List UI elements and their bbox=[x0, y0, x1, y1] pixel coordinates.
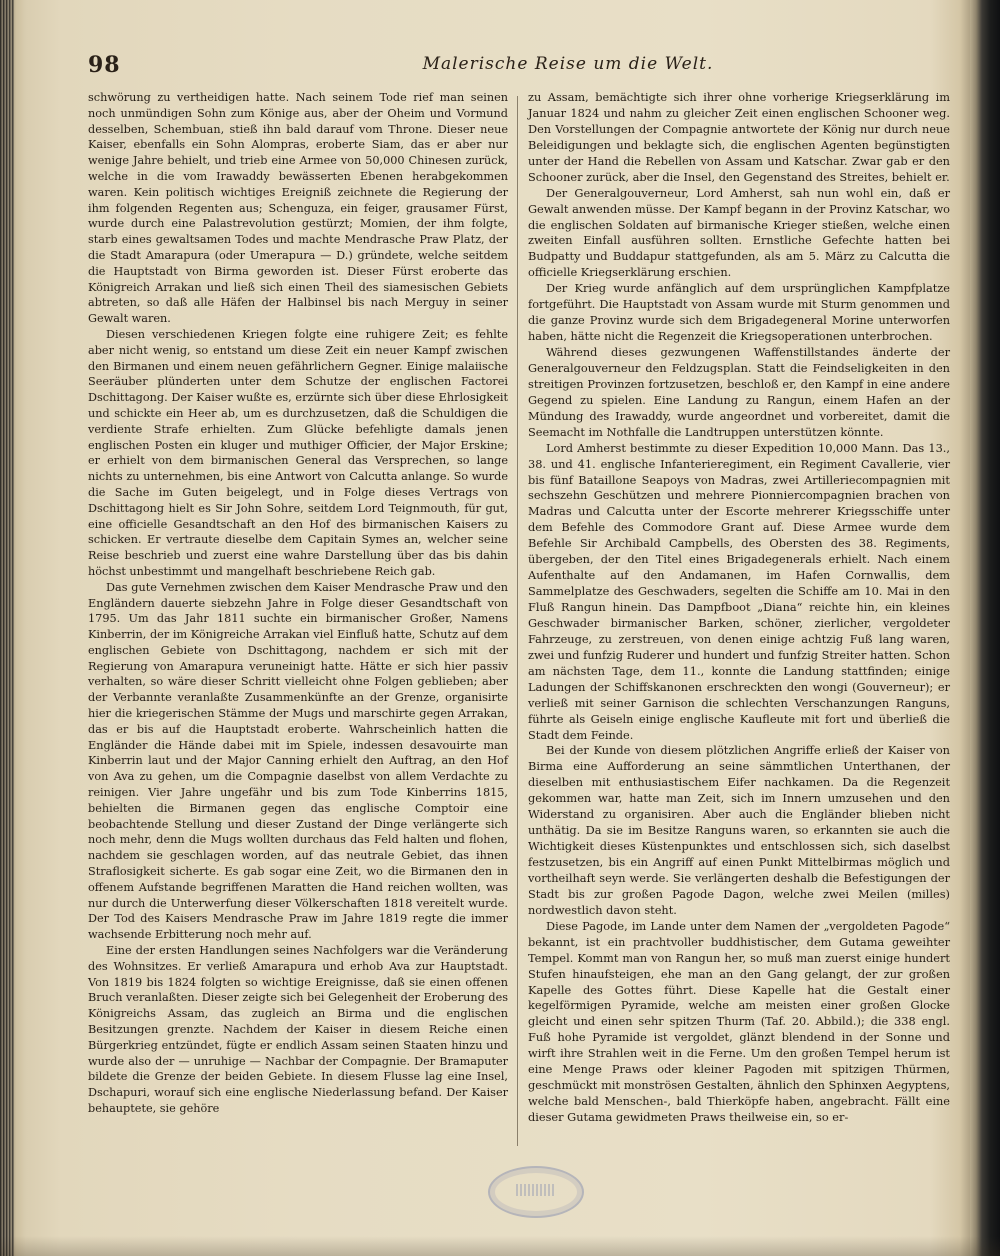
paragraph: schwörung zu vertheidigen hatte. Nach seinem Tode rief man seinen noch unmündigen Sohn zum Könige aus, aber der Oheim und Vormund desselben, Schembuan, stieß ihn bald darauf vom Throne. Dieser neue Kaiser, ebenfalls ein Sohn Alompras, eroberte Siam, das er aber nur wenige Jahre behielt, und trieb eine Armee von 50,000 Chinesen zurück, welche in die vom Irawaddy bewässerten Ebenen herabgekommen waren. Kein politisch wichtiges Ereigniß zeichnete die Regierung der ihm folgenden Regenten aus; Schenguza, ein feiger, grausamer Fürst, wurde durch eine Palastrevolution gestürzt; Momien, der ihm folgte, starb eines gewaltsamen Todes und machte Mendrasche Praw Platz, der die Stadt Amarapura (oder Umerapura — D.) gründete, welche seitdem die Hauptstadt von Birma geworden ist. Dieser Fürst eroberte das Königreich Arrakan und ließ sich einen Theil des siamesischen Gebiets abtreten, so daß alle Häfen der Halbinsel bis nach Merguy in seiner Gewalt waren. bbox=[88, 91, 508, 326]
book-spine-edge bbox=[0, 0, 14, 1256]
text-column-left bbox=[88, 90, 508, 1117]
paragraph: Diese Pagode, im Lande unter dem Namen der „vergoldeten Pagode“ bekannt, ist ein prachtvoller buddhistischer, dem Gutama geweihter Tempel. Kommt man von Rangun her, so muß man zuerst einige hundert Stufen hinaufsteigen, ehe man an den Gang gelangt, der zur großen Kapelle des Gottes führt. Diese Kapelle hat die Gestalt einer kegelförmigen Pyramide, welche am meisten einer großen Glocke gleicht und einen sehr spitzen Thurm (Taf. 20. Abbild.); die 338 engl. Fuß hohe Pyramide ist vergoldet, glänzt blendend in der Sonne und wirft ihre Strahlen weit in die Ferne. Um den großen Tempel herum ist eine Menge Praws oder kleiner Pagoden mit spitzigen Thürmen, geschmückt mit monströsen Gestalten, ähnlich den Sphinxen Aegyptens, welche bald Menschen-, bald Thierköpfe haben, angebracht. Fällt eine dieser Gutama gewidmeten Praws theilweise ein, so er- bbox=[528, 918, 950, 1124]
stamp-lettering bbox=[516, 1184, 556, 1196]
text-column-right bbox=[528, 90, 950, 1126]
paragraph: zu Assam, bemächtigte sich ihrer ohne vorherige Kriegserklärung im Januar 1824 und nahm zu gleicher Zeit einen englischen Schooner weg. Den Vorstellungen der Compagnie antwortete der König nur durch neue Beleidigungen und beklagte sich, die englischen Agenten begünstigten unter der Hand die Rebellen von Assam und Katschar. Zwar gab er den Schooner zurück, aber die Insel, den Gegenstand des Streites, behielt er. bbox=[528, 90, 950, 184]
paragraph: Bei der Kunde von diesem plötzlichen Angriffe erließ der Kaiser von Birma eine Aufforderung an seine sämmtlichen Unterthanen, der dieselben mit enthusiastischem Eifer nachkamen. Da die Regenzeit gekommen war, hatte man Zeit, sich im Innern umzusehen und den Widerstand zu organisiren. Aber auch die Engländer blieben nicht unthätig. Da sie im Besitze Ranguns waren, so erkannten sie auch die Wichtigkeit dieses Küstenpunktes und entschlossen sich, sich daselbst festzusetzen, bis ein Angriff auf einen Punkt Mittelbirmas möglich und vortheilhaft seyn werde. Sie verlängerten deshalb die Befestigungen der Stadt bis zur großen Pagode Dagon, welche zwei Meilen (milles) nordwestlich davon steht. bbox=[528, 743, 950, 917]
page-number: 98 bbox=[88, 52, 121, 78]
paragraph: Der Generalgouverneur, Lord Amherst, sah nun wohl ein, daß er Gewalt anwenden müsse. Der Kampf begann in der Provinz Katschar, wo die englischen Soldaten auf birmanische Krieger stießen, welche einen zweiten Einfall ausführen sollten. Ernstliche Gefechte hatten bei Budpatty und Buddapur stattgefunden, als am 5. März zu Calcutta die officielle Kriegserklärung erschien. bbox=[528, 185, 950, 280]
page-stack-edge bbox=[970, 0, 1000, 1256]
paragraph: Der Krieg wurde anfänglich auf dem ursprünglichen Kampfplatze fortgeführt. Die Hauptstadt von Assam wurde mit Sturm genommen und die ganze Provinz wurde sich dem Brigadegeneral Morine unterworfen haben, hätte nicht die Regenzeit die Kriegsoperationen unterbrochen. bbox=[528, 281, 950, 344]
running-title: Malerische Reise um die Welt. bbox=[422, 54, 714, 74]
paragraph: Diesen verschiedenen Kriegen folgte eine ruhigere Zeit; es fehlte aber nicht wenig, so entstand um diese Zeit ein neuer Kampf zwischen den Birmanen und einem neuen gefährlichern Gegner. Einige malaiische Seeräuber plünderten unter dem Schutze der englischen Factorei Dschittagong. Der Kaiser wußte es, erzürnte sich über diese Ehrlosigkeit und schickte ein Heer ab, um es durchzusetzen, daß die Schuldigen die verdiente Strafe erhielten. Zum Glücke befehligte damals jenen englischen Posten ein kluger und muthiger Officier, der Major Erskine; er erhielt von dem birmanischen General das Versprechen, so lange nichts zu unternehmen, bis eine Antwort von Calcutta anlange. So wurde die Sache im Guten beigelegt, und in Folge dieses Vertrags von Dschittagong hielt es Sir John Sohre, seitdem Lord Teignmouth, für gut, eine officielle Gesandtschaft an den Hof des birmanischen Kaisers zu schicken. Er vertraute dieselbe dem Capitain Symes an, welcher seine Reise beschrieb und zuerst eine wahre Darstellung über das bis dahin höchst unbestimmt und mangelhaft beschriebene Reich gab. bbox=[88, 327, 508, 578]
column-divider bbox=[517, 96, 518, 1146]
library-stamp bbox=[488, 1166, 584, 1218]
paragraph: Während dieses gezwungenen Waffenstillstandes änderte der Generalgouverneur den Feldzugsplan. Statt die Feindseligkeiten in den streitigen Provinzen fortzusetzen, beschloß er, den Kampf in eine andere Gegend zu spielen. Eine Landung zu Rangun, einem Hafen an der Mündung des Irawaddy, wurde angeordnet und vorbereitet, damit die Seemacht im Nothfalle die Landtruppen unterstützen könnte. bbox=[528, 345, 950, 439]
paragraph: Lord Amherst bestimmte zu dieser Expedition 10,000 Mann. Das 13., 38. und 41. englische Infanterieregiment, ein Regiment Cavallerie, vier bis fünf Bataillone Seapoys von Madras, zwei Artilleriecompagnien mit sechszehn Geschützen und mehrere Pionniercompagnien brachen von Madras und Calcutta unter der Escorte mehrerer Kriegsschiffe unter dem Befehle des Commodore Grant auf. Diese Armee wurde dem Befehle Sir Archibald Campbells, des Obersten des 38. Regiments, übergeben, der den Titel eines Brigadegenerals erhielt. Nach einem Aufenthalte auf den Andamanen, im Hafen Cornwallis, dem Sammelplatze des Geschwaders, segelten die Schiffe am 10. Mai in den Fluß Rangun hinein. Das Dampfboot „Diana“ reichte hin, ein kleines Geschwader birmanischer Barken, schöner, zierlicher, vergoldeter Fahrzeuge, zu zerstreuen, von denen einige achtzig Fuß lang waren, zwei und funfzig Ruderer und hundert und funfzig Streiter hatten. Schon am nächsten Tage, dem 11., konnte die Landung stattfinden; einige Ladungen der Schiffskanonen erschreckten den wongi (Gouverneur); er verließ mit seiner Garnison die schlechten Verschanzungen Ranguns, führte als Geiseln einige englische Kaufleute mit fort und überließ die Stadt dem Feinde. bbox=[528, 440, 950, 742]
paragraph: Eine der ersten Handlungen seines Nachfolgers war die Veränderung des Wohnsitzes. Er verließ Amarapura und erhob Ava zur Hauptstadt. Von 1819 bis 1824 folgten so wichtige Ereignisse, daß sie einen offenen Bruch veranlaßten. Dieser zeigte sich bei Gelegenheit der Eroberung des Königreichs Assam, das zugleich an Birma und die englischen Besitzungen grenzte. Nachdem der Kaiser in diesem Reiche einen Bürgerkrieg entzündet, fügte er endlich Assam seinen Staaten hinzu und wurde also der — unruhige — Nachbar der Compagnie. Der Bramaputer bildete die Grenze der beiden Gebiete. In diesem Flusse lag eine Insel, Dschapuri, worauf sich eine englische Niederlassung befand. Der Kaiser behauptete, sie gehöre bbox=[88, 944, 508, 1115]
page-bottom-shadow bbox=[0, 1236, 1000, 1256]
page-header bbox=[88, 52, 948, 88]
paragraph: Das gute Vernehmen zwischen dem Kaiser Mendrasche Praw und den Engländern dauerte siebzehn Jahre in Folge dieser Gesandtschaft von 1795. Um das Jahr 1811 suchte ein birmanischer Großer, Namens Kinberrin, der im Königreiche Arrakan viel Einfluß hatte, Schutz auf dem englischen Gebiete von Dschittagong, nachdem er sich mit der Regierung von Amarapura veruneinigt hatte. Hätte er sich hier passiv verhalten, so wäre dieser Schritt vielleicht ohne Folgen geblieben; aber der Verbannte veranlaßte Zusammenkünfte an der Grenze, organisirte hier die kriegerischen Stämme der Mugs und marschirte gegen Arrakan, das er bis auf die Hauptstadt eroberte. Wahrscheinlich hatten die Engländer die Hände dabei mit im Spiele, indessen desavouirte man Kinberrin laut und der Major Canning erhielt den Auftrag, an den Hof von Ava zu gehen, um die Compagnie daselbst von allem Verdachte zu reinigen. Vier Jahre ungefähr und bis zum Tode Kinberrins 1815, behielten die Birmanen gegen das englische Comptoir eine beobachtende Stellung und dieser Zustand der Dinge verlängerte sich noch mehr, denn die Mugs wollten durchaus das Feld halten und flohen, nachdem sie geschlagen worden, auf das neutrale Gebiet, das ihnen Straflosigkeit sicherte. Es gab sogar eine Zeit, wo die Birmanen den in offenem Aufstande begriffenen Maratten die Hand reichen wollten, was nur durch die Unterwerfung dieser Völkerschaften 1818 vereitelt wurde. Der Tod des Kaisers Mendrasche Praw im Jahre 1819 regte die immer wachsende Erbitterung noch mehr auf. bbox=[88, 580, 508, 942]
